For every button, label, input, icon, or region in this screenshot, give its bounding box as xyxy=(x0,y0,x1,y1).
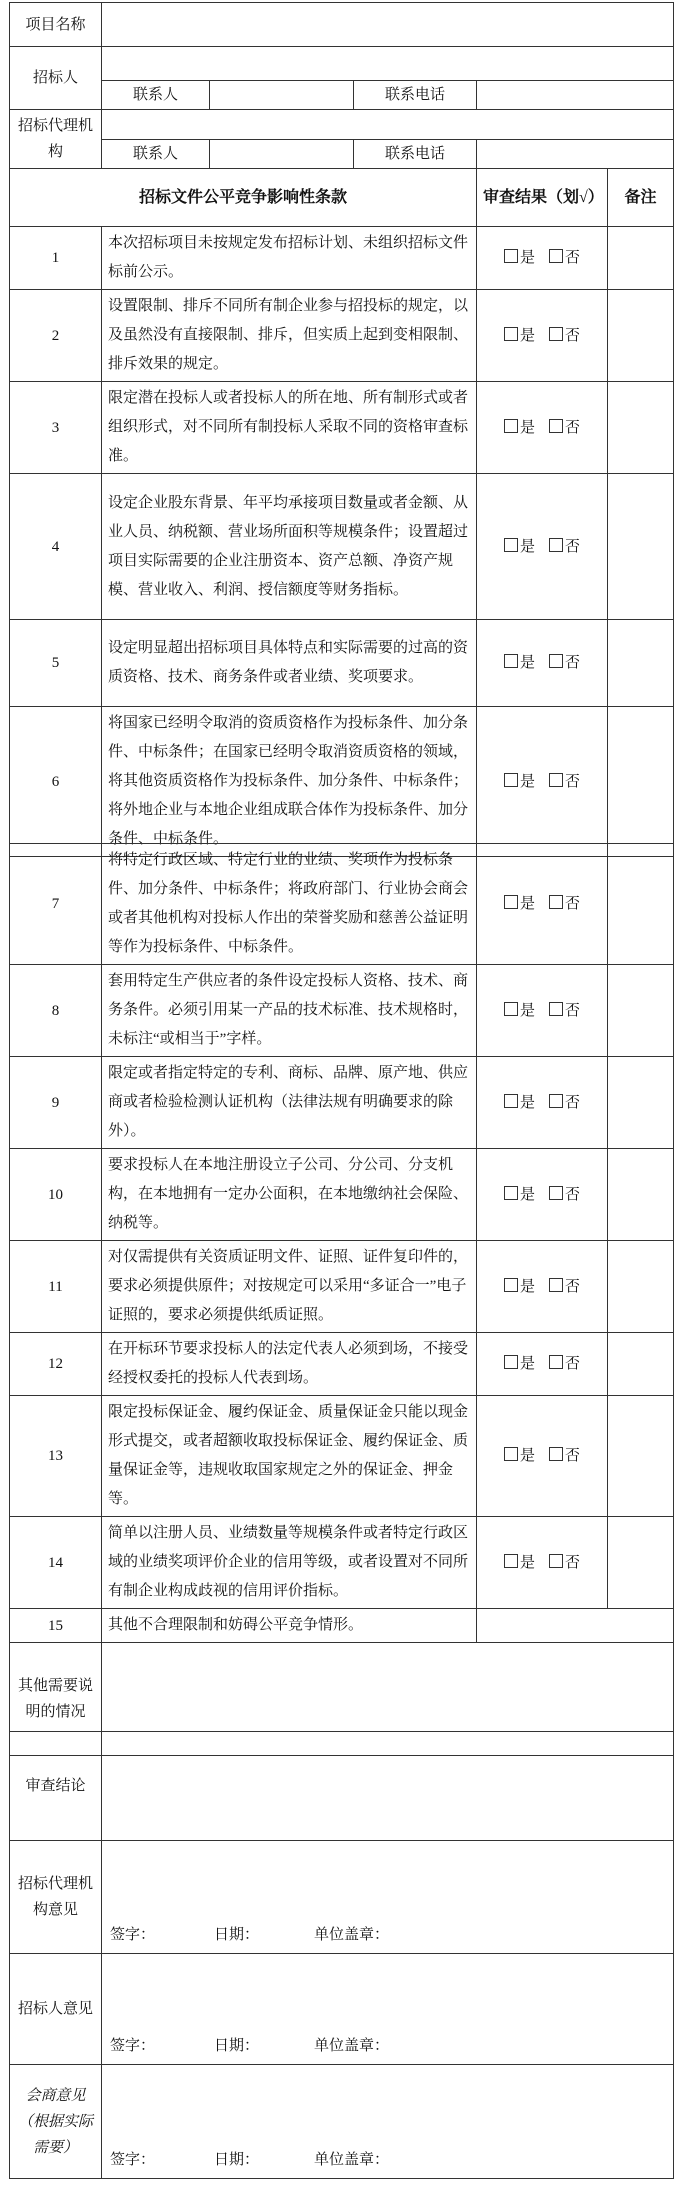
checkbox-yes[interactable] xyxy=(504,1094,518,1108)
other-label: 其他需要说明的情况 xyxy=(10,1643,102,1756)
checkbox-no[interactable] xyxy=(549,538,563,552)
remark-field[interactable] xyxy=(608,382,674,474)
result-checkboxes: 是 否 xyxy=(477,844,608,965)
clause-text: 将特定行政区域、特定行业的业绩、奖项作为投标条件、加分条件、中标条件；将政府部门、行业协会商会或者其他机构对投标人作出的荣誉奖励和慈善公益证明等作为投标条件、中标条件。 xyxy=(102,844,477,965)
checkbox-yes[interactable] xyxy=(504,895,518,909)
clause-text: 设定明显超出招标项目具体特点和实际需要的过高的资质资格、技术、商务条件或者业绩、奖项要求。 xyxy=(102,620,477,707)
clause-text: 设定企业股东背景、年平均承接项目数量或者金额、从业人员、纳税额、营业场所面积等规模条件；设置超过项目实际需要的企业注册资本、资产总额、净资产规模、营业收入、利润、授信额度等财务指标。 xyxy=(102,474,477,620)
table-row xyxy=(10,474,674,620)
result-checkboxes: 是 否 xyxy=(477,1333,608,1396)
clause-number: 6 xyxy=(10,707,102,857)
result-checkboxes: 是 否 xyxy=(477,965,608,1057)
tenderer-phone-label: 联系电话 xyxy=(354,81,477,110)
remark-field[interactable] xyxy=(608,474,674,620)
checkbox-no[interactable] xyxy=(549,1278,563,1292)
result-checkboxes: 是 否 xyxy=(477,1396,608,1517)
clause-number: 3 xyxy=(10,382,102,474)
clause-number: 4 xyxy=(10,474,102,620)
table-row xyxy=(10,227,674,290)
checkbox-no[interactable] xyxy=(549,1094,563,1108)
remark-field[interactable] xyxy=(608,1149,674,1241)
tenderer-opinion-field[interactable] xyxy=(102,1954,674,2065)
form-table-middle xyxy=(9,843,674,1756)
table-row xyxy=(10,707,674,857)
table-row xyxy=(10,1396,674,1517)
clause-text: 限定或者指定特定的专利、商标、品牌、原产地、供应商或者检验检测认证机构（法律法规有明确要求的除外）。 xyxy=(102,1057,477,1149)
clauses-title: 招标文件公平竞争影响性条款 xyxy=(10,169,477,227)
result-checkboxes: 是 否 xyxy=(477,1517,608,1609)
result-checkboxes: 是 否 xyxy=(477,290,608,382)
agency-opinion-label: 招标代理机构意见 xyxy=(10,1841,102,1954)
checkbox-yes[interactable] xyxy=(504,773,518,787)
project-name-field[interactable] xyxy=(102,3,674,47)
clause-text: 设置限制、排斥不同所有制企业参与招投标的规定，以及虽然没有直接限制、排斥，但实质上起到变相限制、排斥效果的规定。 xyxy=(102,290,477,382)
remark-field[interactable] xyxy=(608,227,674,290)
table-row xyxy=(10,1241,674,1333)
agency-phone-label: 联系电话 xyxy=(354,140,477,169)
conclusion-field[interactable] xyxy=(102,1732,674,1841)
form-table-bottom xyxy=(9,1731,674,2179)
remark-field[interactable] xyxy=(608,1333,674,1396)
agency-contact-label: 联系人 xyxy=(102,140,210,169)
clause-number: 11 xyxy=(10,1241,102,1333)
result-checkboxes: 是 否 xyxy=(477,620,608,707)
checkbox-no[interactable] xyxy=(549,654,563,668)
remark-field[interactable] xyxy=(608,1057,674,1149)
agency-contact-field[interactable] xyxy=(210,140,354,169)
tenderer-phone-field[interactable] xyxy=(477,81,674,110)
table-row xyxy=(10,620,674,707)
result-checkboxes: 是 否 xyxy=(477,474,608,620)
checkbox-yes[interactable] xyxy=(504,1186,518,1200)
clause-text: 限定潜在投标人或者投标人的所在地、所有制形式或者组织形式，对不同所有制投标人采取不同的资格审查标准。 xyxy=(102,382,477,474)
conclusion-label: 审查结论 xyxy=(10,1732,102,1841)
remark-field[interactable] xyxy=(608,1396,674,1517)
table-row xyxy=(10,1517,674,1609)
result-checkboxes: 是 否 xyxy=(477,1057,608,1149)
checkbox-no[interactable] xyxy=(549,1554,563,1568)
result-field[interactable] xyxy=(477,1609,674,1643)
result-checkboxes: 是 否 xyxy=(477,1241,608,1333)
result-title: 审查结果（划√） xyxy=(477,169,608,227)
clause-number: 15 xyxy=(10,1609,102,1643)
clause-text: 要求投标人在本地注册设立子公司、分公司、分支机构，在本地拥有一定办公面积，在本地缴纳社会保险、纳税等。 xyxy=(102,1149,477,1241)
chamber-opinion-label: 会商意见（根据实际需要） xyxy=(10,2065,102,2179)
result-checkboxes: 是 否 xyxy=(477,382,608,474)
clause-text: 在开标环节要求投标人的法定代表人必须到场，不接受经授权委托的投标人代表到场。 xyxy=(102,1333,477,1396)
checkbox-yes[interactable] xyxy=(504,1002,518,1016)
remark-title: 备注 xyxy=(608,169,674,227)
tenderer-contact-field[interactable] xyxy=(210,81,354,110)
remark-field[interactable] xyxy=(608,1241,674,1333)
remark-field[interactable] xyxy=(608,620,674,707)
clause-number: 13 xyxy=(10,1396,102,1517)
signature-line: 签字： 日期： 单位盖章： xyxy=(110,1927,390,1943)
table-row xyxy=(10,1149,674,1241)
checkbox-no[interactable] xyxy=(549,1186,563,1200)
result-checkboxes: 是 否 xyxy=(477,227,608,290)
clause-number: 1 xyxy=(10,227,102,290)
checkbox-yes[interactable] xyxy=(504,538,518,552)
checkbox-no[interactable] xyxy=(549,773,563,787)
table-row xyxy=(10,290,674,382)
checkbox-yes[interactable] xyxy=(504,249,518,263)
table-row xyxy=(10,382,674,474)
clause-number: 9 xyxy=(10,1057,102,1149)
checkbox-yes[interactable] xyxy=(504,1447,518,1461)
checkbox-no[interactable] xyxy=(549,419,563,433)
result-checkboxes: 是 否 xyxy=(477,1149,608,1241)
checkbox-no[interactable] xyxy=(549,1447,563,1461)
clause-text: 简单以注册人员、业绩数量等规模条件或者特定行政区域的业绩奖项评价企业的信用等级，或者设置对不同所 有制企业构成歧视的信用评价指标。 xyxy=(102,1517,477,1609)
clause-text: 其他不合理限制和妨碍公平竞争情形。 xyxy=(102,1609,477,1643)
clause-number: 5 xyxy=(10,620,102,707)
clause-number: 7 xyxy=(10,844,102,965)
tenderer-field[interactable] xyxy=(102,47,674,81)
chamber-opinion-field[interactable] xyxy=(102,2065,674,2179)
clause-number: 8 xyxy=(10,965,102,1057)
checkbox-yes[interactable] xyxy=(504,327,518,341)
agency-label: 招标代理机构 xyxy=(10,110,102,169)
remark-field[interactable] xyxy=(608,290,674,382)
checkbox-no[interactable] xyxy=(549,1002,563,1016)
table-row xyxy=(10,1609,674,1643)
remark-field[interactable] xyxy=(608,965,674,1057)
result-checkboxes: 是 否 xyxy=(477,707,608,857)
remark-field[interactable] xyxy=(608,1517,674,1609)
checkbox-yes[interactable] xyxy=(504,1278,518,1292)
tenderer-label: 招标人 xyxy=(10,47,102,110)
tenderer-contact-label: 联系人 xyxy=(102,81,210,110)
agency-field[interactable] xyxy=(102,110,674,140)
agency-opinion-field[interactable] xyxy=(102,1841,674,1954)
clause-text: 限定投标保证金、履约保证金、质量保证金只能以现金形式提交，或者超额收取投标保证金、履约保证金、质量保证金等，违规收取国家规定之外的保证金、押金等。 xyxy=(102,1396,477,1517)
clause-number: 10 xyxy=(10,1149,102,1241)
clause-text: 本次招标项目未按规定发布招标计划、未组织招标文件标前公示。 xyxy=(102,227,477,290)
table-row xyxy=(10,1057,674,1149)
checkbox-no[interactable] xyxy=(549,249,563,263)
signature-line: 签字： 日期： 单位盖章： xyxy=(110,2152,390,2168)
agency-phone-field[interactable] xyxy=(477,140,674,169)
clause-number: 12 xyxy=(10,1333,102,1396)
remark-field[interactable] xyxy=(608,844,674,965)
checkbox-yes[interactable] xyxy=(504,419,518,433)
table-row xyxy=(10,965,674,1057)
project-name-label: 项目名称 xyxy=(10,3,102,47)
checkbox-yes[interactable] xyxy=(504,1355,518,1369)
clause-number: 14 xyxy=(10,1517,102,1609)
clause-text: 对仅需提供有关资质证明文件、证照、证件复印件的，要求必须提供原件；对按规定可以采用“多证合一”电子证照的，要求必须提供纸质证照。 xyxy=(102,1241,477,1333)
table-row xyxy=(10,1333,674,1396)
clause-text: 将国家已经明令取消的资质资格作为投标条件、加分条件、中标条件；在国家已经明令取消资质资格的领域，将其他资质资格作为投标条件、加分条件、中标条件；将外地企业与本地企业组成联合体作为投标条件、加分条件、中标条件。 xyxy=(102,707,477,857)
table-row xyxy=(10,844,674,965)
checkbox-no[interactable] xyxy=(549,327,563,341)
checkbox-yes[interactable] xyxy=(504,1554,518,1568)
clause-number: 2 xyxy=(10,290,102,382)
checkbox-yes[interactable] xyxy=(504,654,518,668)
clause-text: 套用特定生产供应者的条件设定投标人资格、技术、商务条件。必须引用某一产品的技术标准、技术规格时，未标注“或相当于”字样。 xyxy=(102,965,477,1057)
remark-field[interactable] xyxy=(608,707,674,857)
form-table-top xyxy=(9,2,674,857)
checkbox-no[interactable] xyxy=(549,895,563,909)
checkbox-no[interactable] xyxy=(549,1355,563,1369)
signature-line: 签字： 日期： 单位盖章： xyxy=(110,2038,390,2054)
tenderer-opinion-label: 招标人意见 xyxy=(10,1954,102,2065)
